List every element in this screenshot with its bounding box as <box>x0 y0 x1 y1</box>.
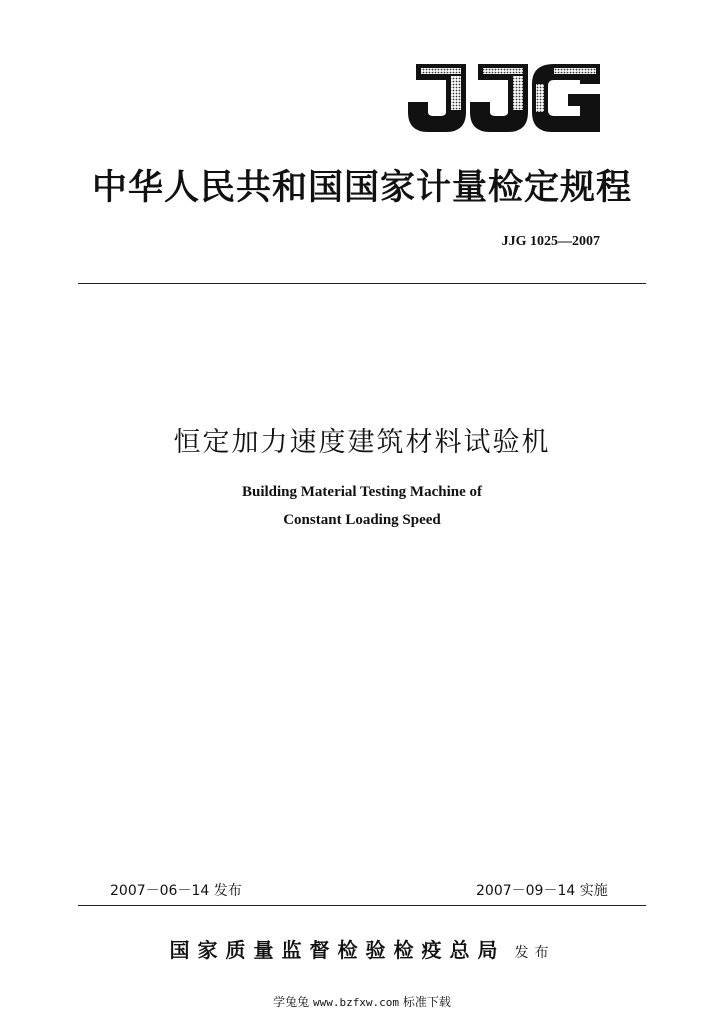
organization-title: 中华人民共和国国家计量检定规程 <box>91 167 632 208</box>
top-divider <box>78 283 646 284</box>
footer-prefix: 学兔兔 <box>273 995 310 1009</box>
footer-url[interactable]: www.bzfxw.com <box>312 996 400 1009</box>
logo-letter-j2 <box>470 64 528 132</box>
footer-suffix: 标准下载 <box>402 995 451 1009</box>
publisher <box>0 934 724 963</box>
jjg-logo <box>404 62 604 134</box>
publisher-action: 发布 <box>514 945 555 961</box>
footer-watermark <box>0 993 724 1010</box>
document-title-chinese: 恒定加力速度建筑材料试验机 <box>173 427 551 458</box>
standard-code: JJG 1025—2007 <box>501 234 600 249</box>
implementation-date: 2007－09－14 实施 <box>476 883 608 899</box>
issue-date: 2007－06－14 发布 <box>110 883 242 899</box>
document-title-english-line1: Building Material Testing Machine of <box>241 484 482 500</box>
logo-letter-g <box>532 64 600 132</box>
publisher-name: 国家质量监督检验检疫总局 <box>169 938 506 962</box>
logo-letter-j1 <box>408 64 466 132</box>
bottom-divider <box>78 905 646 906</box>
document-title-english-line2: Constant Loading Speed <box>283 512 441 528</box>
